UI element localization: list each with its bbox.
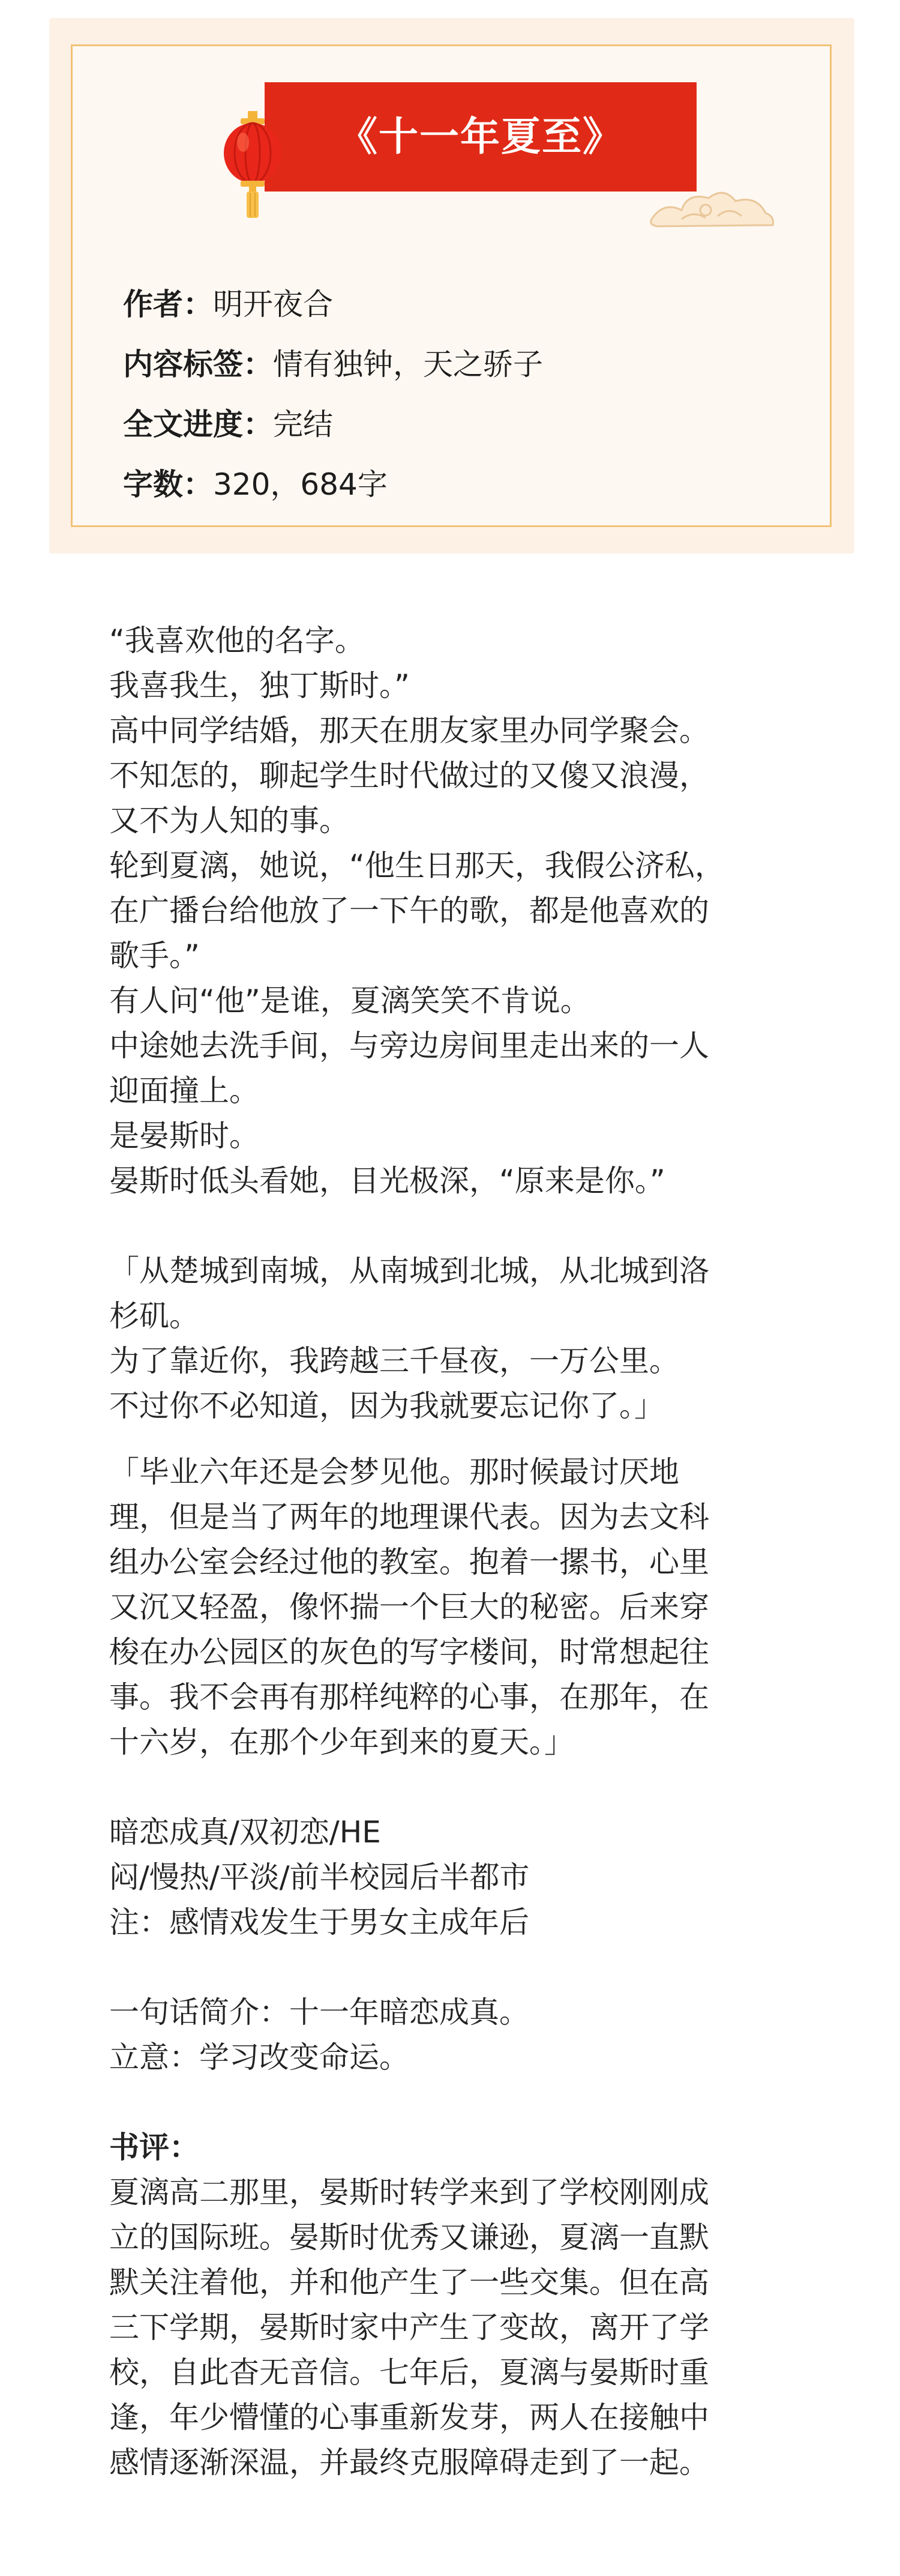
text-line: 理，但是当了两年的地理课代表。因为去文科 [109, 1500, 709, 1534]
text-line: 迎面撞上。 [109, 1073, 259, 1108]
text-line: 立意：学习改变命运。 [109, 2040, 409, 2075]
text-line: 高中同学结婚，那天在朋友家里办同学聚会。 [109, 713, 709, 748]
text-line: 一句话简介：十一年暗恋成真。 [109, 1995, 529, 2030]
text-line: 事。我不会再有那样纯粹的心事，在那年，在 [109, 1680, 709, 1715]
spacer [109, 1429, 805, 1450]
text-line: 逢，年少懵懂的心事重新发芽，两人在接触中 [109, 2400, 709, 2435]
book-info-card [49, 18, 854, 554]
meta-author-value: 明开夜合 [213, 287, 333, 322]
quote-section-2 [109, 1450, 805, 1765]
text-line: 不知怎的，聊起学生时代做过的又傻又浪漫， [109, 758, 709, 793]
text-line: 「毕业六年还是会梦见他。那时候最讨厌地 [109, 1455, 679, 1489]
spacer [109, 1945, 805, 1990]
meta-author [123, 274, 543, 334]
text-line: 默关注着他，并和他产生了一些交集。但在高 [109, 2265, 709, 2300]
text-line: 为了靠近你，我跨越三千昼夜，一万公里。 [109, 1344, 679, 1378]
meta-progress-value: 完结 [273, 407, 333, 442]
meta-tags-key: 内容标签： [123, 347, 273, 382]
spacer [109, 1765, 805, 1810]
text-line: 立的国际班。晏斯时优秀又谦逊，夏漓一直默 [109, 2220, 709, 2255]
book-title: 《十一年夏至》 [338, 113, 623, 160]
cloud-icon [646, 183, 778, 237]
card-frame [71, 44, 832, 527]
intro-section [109, 618, 805, 1204]
text-line: 十六岁，在那个少年到来的夏天。」 [109, 1725, 574, 1760]
text-line: 夏漓高二那里，晏斯时转学来到了学校刚刚成 [109, 2175, 709, 2210]
text-line: 中途她去洗手间，与旁边房间里走出来的一人 [109, 1028, 709, 1063]
meta-wordcount-key: 字数： [123, 467, 213, 502]
text-line: 组办公室会经过他的教室。抱着一摞书，心里 [109, 1545, 709, 1579]
lantern-icon [217, 111, 289, 219]
text-line: 注：感情戏发生于男女主成年后 [109, 1905, 529, 1940]
review-section [109, 2125, 805, 2485]
text-line: 三下学期，晏斯时家中产生了变故，离开了学 [109, 2310, 709, 2345]
text-line: 暗恋成真/双初恋/HE [109, 1815, 381, 1850]
meta-progress [123, 394, 543, 454]
text-line: 闷/慢热/平淡/前半校园后半都市 [109, 1860, 530, 1895]
spacer [109, 1204, 805, 1249]
text-line: 晏斯时低头看她，目光极深，“原来是你。” [109, 1163, 665, 1198]
text-line: 又沉又轻盈，像怀揣一个巨大的秘密。后来穿 [109, 1590, 709, 1624]
text-line: 不过你不必知道，因为我就要忘记你了。」 [109, 1389, 664, 1423]
book-description [109, 618, 805, 2485]
title-banner [265, 82, 697, 192]
text-line: 感情逐渐深温，并最终克服障碍走到了一起。 [109, 2445, 709, 2480]
book-meta [123, 274, 543, 514]
tags-section [109, 1810, 805, 1945]
quote-section-1 [109, 1249, 805, 1429]
meta-wordcount [123, 454, 543, 514]
text-line: 在广播台给他放了一下午的歌，都是他喜欢的 [109, 893, 709, 928]
text-line: 杉矶。 [109, 1299, 199, 1333]
meta-progress-key: 全文进度： [123, 407, 273, 442]
meta-tags [123, 334, 543, 394]
text-line: 又不为人知的事。 [109, 803, 349, 838]
meta-author-key: 作者： [123, 287, 213, 322]
summary-section [109, 1990, 805, 2080]
text-line: 梭在办公园区的灰色的写字楼间，时常想起往 [109, 1635, 709, 1670]
text-line: 校，自此杳无音信。七年后，夏漓与晏斯时重 [109, 2355, 709, 2390]
text-line: 是晏斯时。 [109, 1118, 259, 1153]
meta-wordcount-value: 320，684字 [213, 467, 388, 502]
text-line: 「从楚城到南城，从南城到北城，从北城到洛 [109, 1253, 709, 1288]
meta-tags-value: 情有独钟，天之骄子 [273, 347, 543, 382]
text-line: “我喜欢他的名字。 [109, 623, 365, 658]
text-line: 轮到夏漓，她说，“他生日那天，我假公济私， [109, 848, 725, 883]
text-line: 我喜我生，独丁斯时。” [109, 668, 410, 703]
text-line: 歌手。” [109, 938, 200, 973]
review-heading: 书评： [109, 2130, 199, 2165]
spacer [109, 2080, 805, 2125]
text-line: 有人问“他”是谁，夏漓笑笑不肯说。 [109, 983, 590, 1018]
